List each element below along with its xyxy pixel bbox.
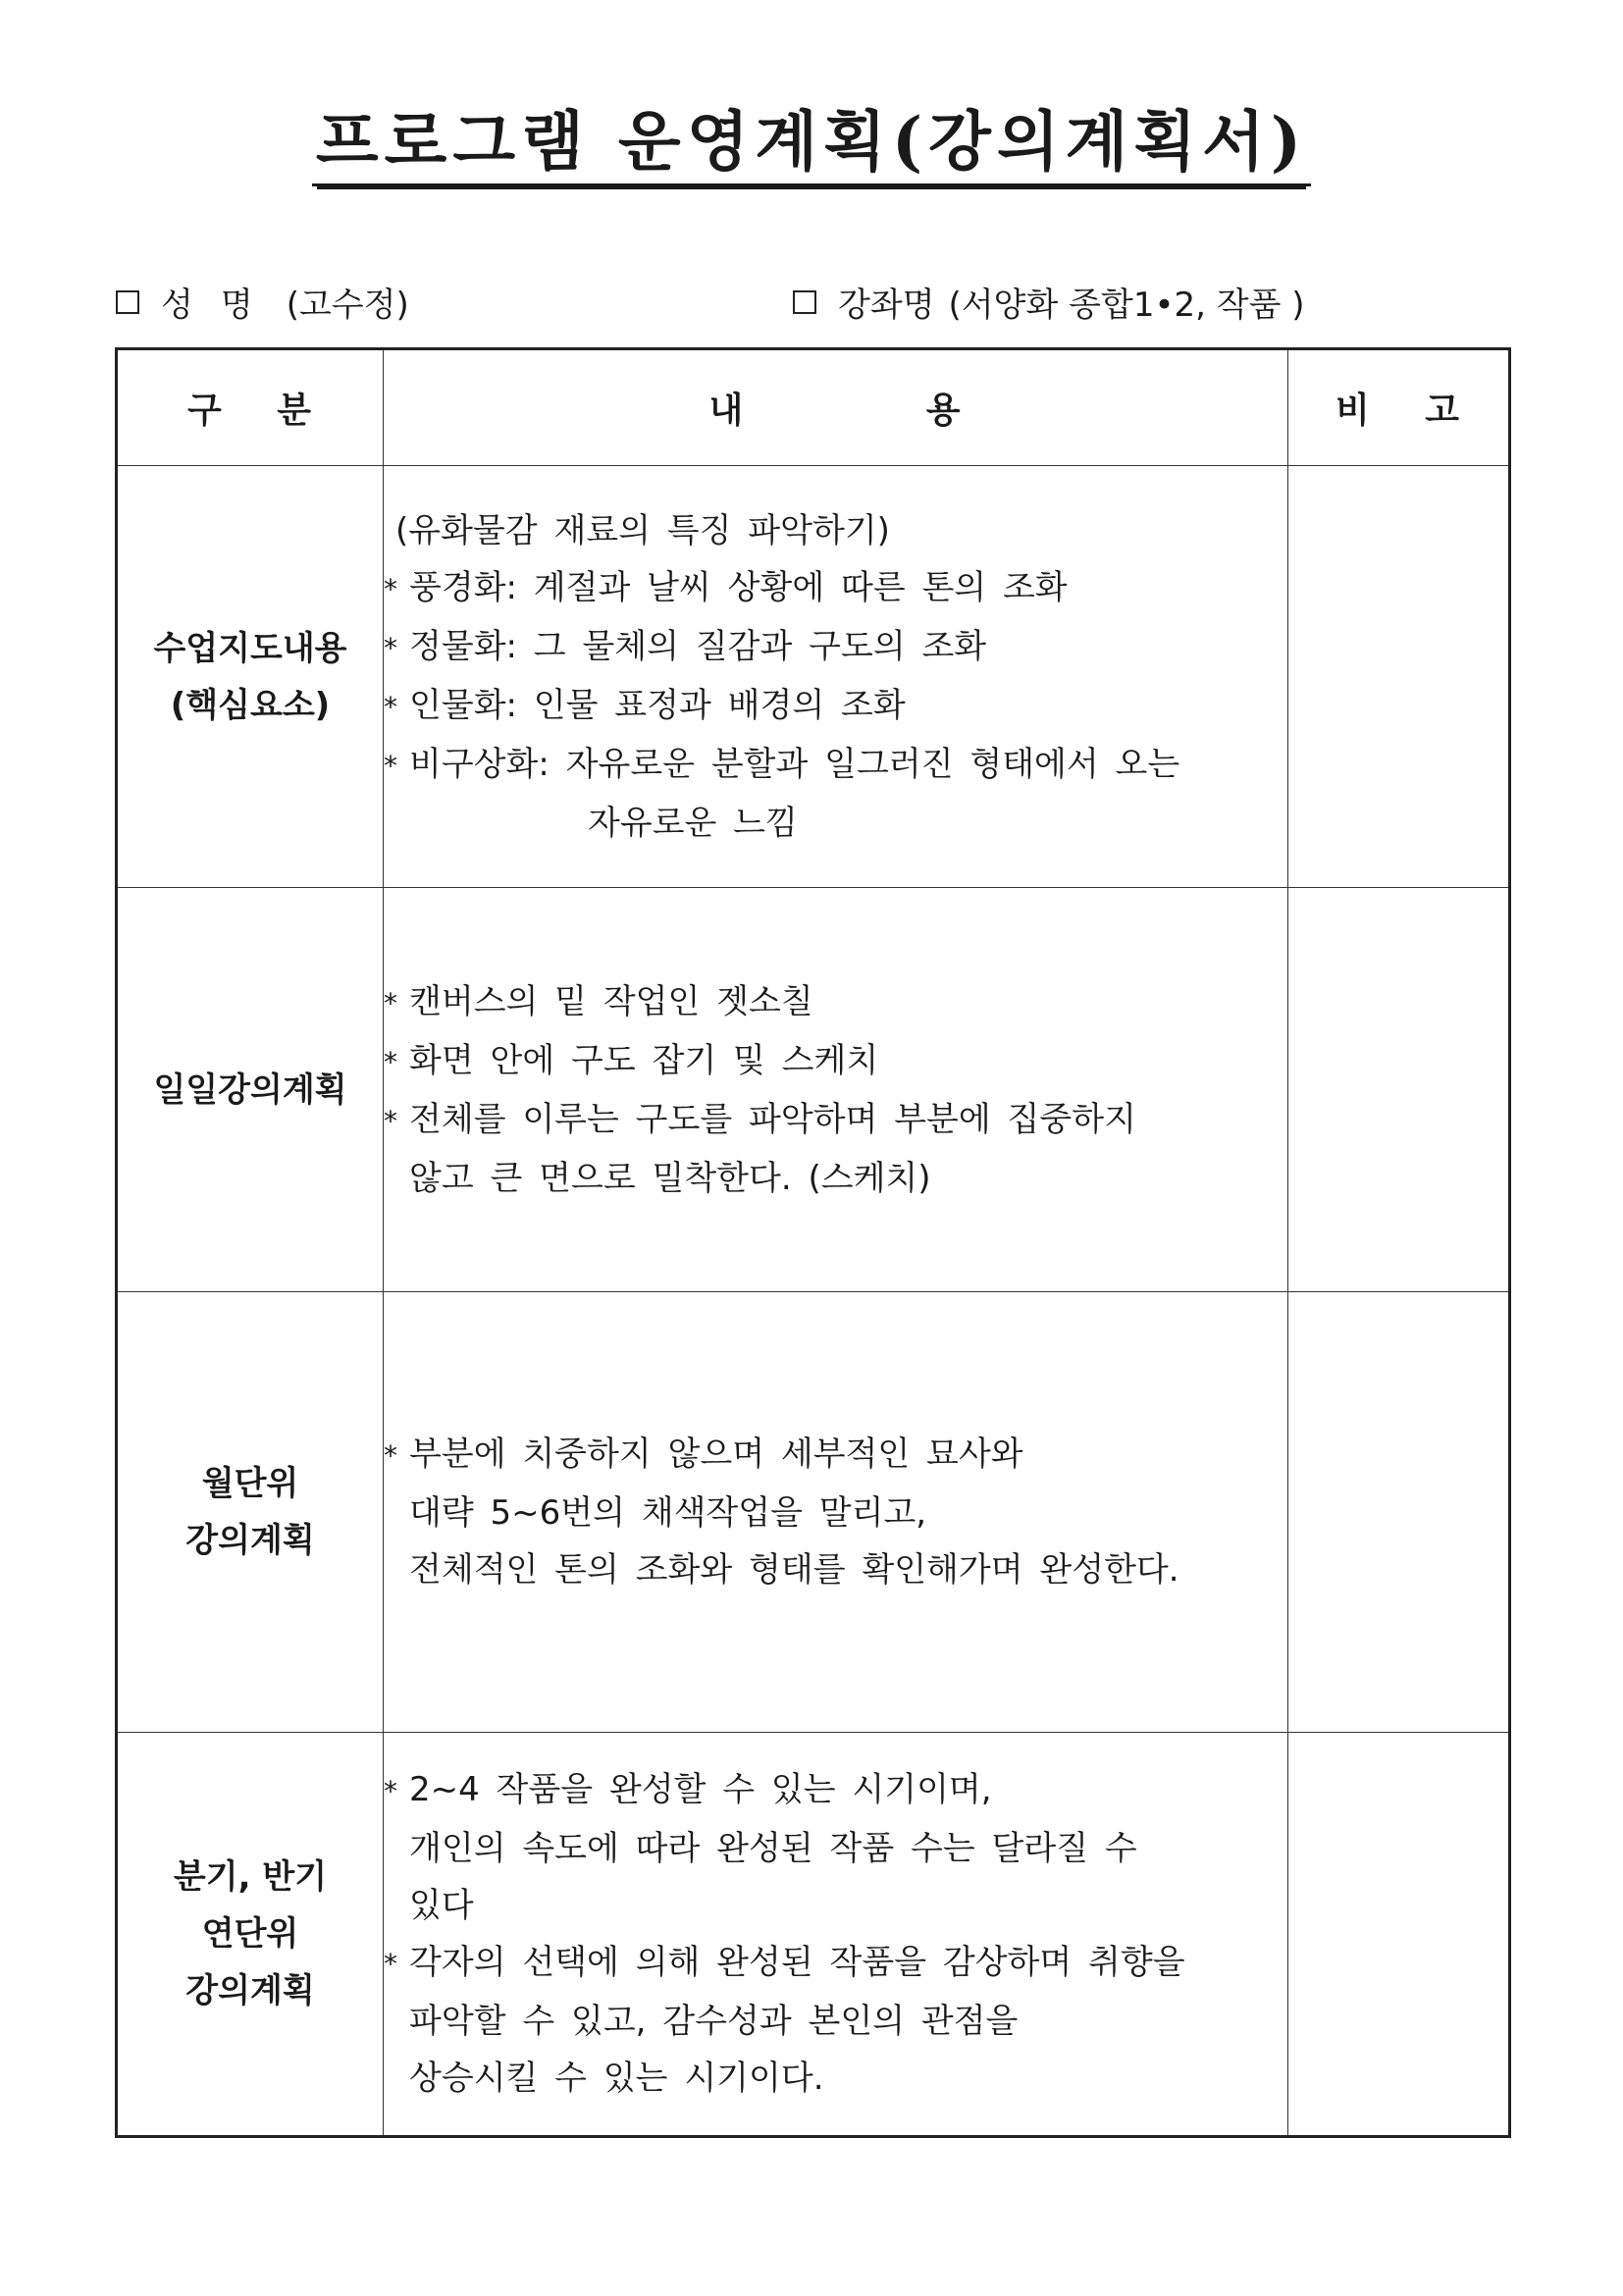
category-line: 수업지도내용 [153,628,347,668]
bullet-line [384,1426,1287,1485]
bullet-text: 정물화: 그 물체의 질감과 구도의 조화 [409,626,987,666]
asterisk-icon: * [384,690,397,723]
row-category [117,1292,384,1733]
header-content: 내 용 [384,349,1288,466]
bullet-line [384,1761,1287,1820]
table-row [117,1733,1510,2137]
bullet-text: 화면 안에 구도 잡기 및 스케치 [409,1040,879,1080]
name-field [116,278,409,326]
category-line: (핵심요소) [170,685,331,725]
bullet-continuation: 않고 큰 면으로 밀착한다. (스케치) [409,1158,931,1198]
document-title: 프로그램 운영계획(강의계획서) [312,106,1311,186]
table-row [117,466,1510,888]
asterisk-icon: * [384,1104,397,1137]
row-note [1288,888,1510,1292]
row-category [117,888,384,1292]
row-category [117,1733,384,2137]
bullet-line [384,973,1287,1032]
row-content [384,466,1288,888]
bullet-line [384,1934,1287,1993]
course-field [793,278,1305,326]
bullet-text: 캔버스의 밑 작업인 젯소칠 [409,981,813,1021]
bullet-continuation: 상승시킬 수 있는 시기이다. [409,2059,824,2098]
bullet-text: 부분에 치중하지 않으며 세부적인 묘사와 [409,1435,1023,1474]
category-line: 월단위 [201,1464,299,1503]
row-category [117,466,384,888]
row-content [384,888,1288,1292]
bullet-continuation: 파악할 수 있고, 감수성과 본인의 관점을 [409,2002,1019,2041]
bullet-continuation: 대략 5~6번의 채색작업을 말리고, [409,1493,927,1533]
content-intro: (유화물감 재료의 특징 파악하기) [395,510,890,550]
bullet-continuation: 자유로운 느낌 [588,803,798,843]
name-checkbox-icon [116,290,139,314]
category-line: 연단위 [201,1914,299,1954]
asterisk-icon: * [384,749,397,782]
table-header-row [117,349,1510,466]
plan-table [115,347,1511,2138]
table-row [117,888,1510,1292]
category-line: 강의계획 [185,1971,315,2010]
asterisk-icon: * [384,1775,397,1807]
name-label: 성명 [161,286,281,325]
bullet-line [384,1091,1287,1150]
bullet-line [384,736,1287,795]
asterisk-icon: * [384,1045,397,1078]
name-value: (고수정) [286,286,409,325]
bullet-continuation: 개인의 속도에 따라 완성된 작품 수는 달라질 수 [409,1829,1137,1868]
row-content [384,1733,1288,2137]
asterisk-icon: * [384,1948,397,1980]
bullet-line [384,1032,1287,1091]
title-container [0,103,1623,186]
bullet-text: 각자의 선택에 의해 완성된 작품을 감상하며 취향을 [409,1943,1185,1982]
bullet-text: 비구상화: 자유로운 분할과 일그러진 형태에서 오는 [409,744,1180,784]
asterisk-icon: * [384,572,397,605]
row-note [1288,1733,1510,2137]
course-label: 강좌명 [838,286,935,325]
category-line: 일일강의계획 [153,1070,347,1110]
bullet-text: 인물화: 인물 표정과 배경의 조화 [409,685,906,725]
header-category: 구 분 [117,349,384,466]
bullet-text: 전체를 이루는 구도를 파악하며 부분에 집중하지 [409,1099,1136,1139]
header-note: 비 고 [1288,349,1510,466]
row-content [384,1292,1288,1733]
asterisk-icon: * [384,986,397,1019]
row-note [1288,1292,1510,1733]
bullet-continuation: 전체적인 톤의 조화와 형태를 확인해가며 완성한다. [409,1550,1179,1590]
table-row [117,1292,1510,1733]
bullet-line [384,677,1287,736]
row-note [1288,466,1510,888]
bullet-line [384,559,1287,618]
asterisk-icon: * [384,1439,397,1472]
course-value: (서양화 종합1•2, 작품 ) [948,286,1305,325]
category-line: 강의계획 [185,1521,315,1560]
asterisk-icon: * [384,631,397,664]
bullet-line [384,618,1287,677]
course-checkbox-icon [793,290,816,314]
bullet-text: 2~4 작품을 완성할 수 있는 시기이며, [409,1770,992,1809]
bullet-text: 풍경화: 계절과 날씨 상황에 따른 톤의 조화 [409,567,1068,607]
category-line: 분기, 반기 [173,1857,328,1897]
bullet-continuation: 있다 [409,1886,474,1925]
